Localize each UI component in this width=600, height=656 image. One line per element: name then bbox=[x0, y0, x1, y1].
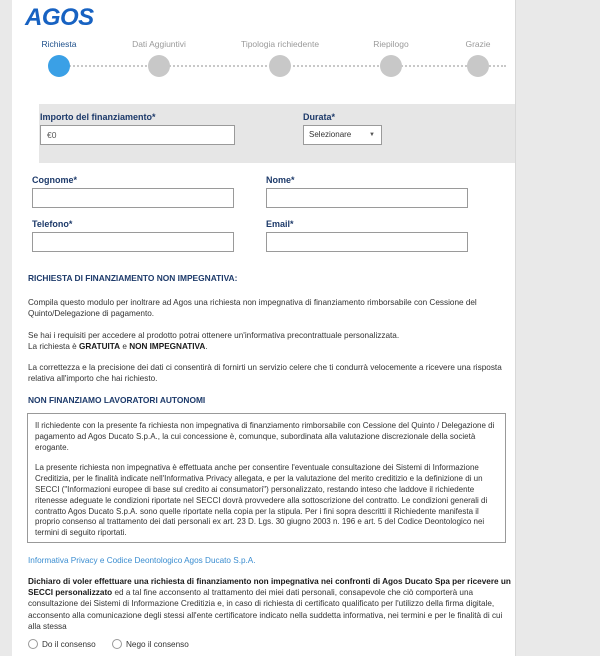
step-label: Tipologia richiedente bbox=[240, 39, 320, 49]
step-dot-active bbox=[48, 55, 70, 77]
consent-options bbox=[28, 639, 203, 649]
step-dot bbox=[148, 55, 170, 77]
info-p2-gratuita: GRATUITA bbox=[78, 342, 121, 352]
consent-yes-label: Do il consenso bbox=[42, 640, 96, 649]
step-dot bbox=[269, 55, 291, 77]
legal-terms-box[interactable] bbox=[27, 413, 506, 543]
consent-text-rest: ed a tal fine acconsento al trattamento dei miei dati personali, consapevole che ciò comporterà una consultazione dei Sistemi di Informazione Creditizia e, in caso di richiesta di certificato qualificato per l'utilizzo della firma digitale, acconsento alla comunicazione degli stessi all'ente certificatore indicato nella suddetta informativa, nei termini e per le finalità di cui alla stessa bbox=[28, 588, 503, 631]
nome-input[interactable] bbox=[266, 188, 468, 208]
info-p2-mid: e bbox=[120, 342, 130, 352]
durata-select[interactable] bbox=[303, 125, 382, 145]
privacy-link[interactable]: Informativa Privacy e Codice Deontologico Agos Ducato S.p.A. bbox=[28, 556, 256, 565]
step-label: Dati Aggiuntivi bbox=[132, 39, 186, 49]
step-label: Riepilogo bbox=[373, 39, 409, 49]
info-p2-prefix: La richiesta è bbox=[28, 342, 79, 352]
email-input[interactable] bbox=[266, 232, 468, 252]
consent-text-bold: Dichiaro di voler effettuare una richiesta di finanziamento non impegnativa nei confronti di Agos Ducato Spa per ricevere un SECCI personalizzato bbox=[28, 577, 511, 598]
legal-paragraph-2: La presente richiesta non impegnativa è effettuata anche per consentire l'eventuale consultazione dei Sistemi di Informazione Creditizia, per le finalità indicate nell'Informativa Privacy allegata, e per la valutazione del merito creditizio e la definizione di un SECCI ("Informazioni europee di base sul credito ai consumatori") personalizzato, restando inteso che laddove il richiedente ritenesse adeguate le condizioni riportate nel SECCI dovrà provvedere alla sottoscrizione del contratto. Le condizioni generali di contratto Agos Ducato S.p.A. sono quelle riportate nella copia per la stipula. Per i fini sopra descritti il Richiedente manifesta il proprio consenso al trattamento dei dati personali ex art. 23 D. Lgs. 30 giugno 2003 n. 196 e art. 5 del Codice Deontologico nei termini di seguito riportati. bbox=[35, 463, 488, 538]
consent-yes-option[interactable] bbox=[28, 639, 96, 649]
step-dot bbox=[467, 55, 489, 77]
consent-no-label: Nego il consenso bbox=[125, 640, 189, 649]
info-heading: RICHIESTA DI FINANZIAMENTO NON IMPEGNATIVA: bbox=[28, 273, 238, 283]
telefono-label: Telefono* bbox=[32, 219, 73, 229]
consent-text bbox=[28, 576, 516, 632]
info-paragraph-2 bbox=[28, 330, 516, 352]
agos-logo[interactable]: AGOS bbox=[25, 4, 94, 31]
autonomi-heading: NON FINANZIAMO LAVORATORI AUTONOMI bbox=[28, 395, 206, 405]
importo-label: Importo del finanziamento* bbox=[40, 112, 156, 122]
importo-input[interactable] bbox=[40, 125, 235, 145]
info-p2-line1: Se hai i requisiti per accedere al prodotto potrai ottenere un'informativa precontrattuale personalizzata. bbox=[28, 331, 400, 340]
radio-yes[interactable] bbox=[28, 639, 38, 649]
step-dot bbox=[380, 55, 402, 77]
durata-label: Durata* bbox=[303, 112, 336, 122]
info-p2-suffix: . bbox=[205, 342, 208, 352]
info-p2-non-impegnativa: NON IMPEGNATIVA bbox=[129, 342, 206, 352]
step-grazie bbox=[433, 38, 516, 77]
nome-label: Nome* bbox=[266, 175, 295, 185]
telefono-input[interactable] bbox=[32, 232, 234, 252]
form-page bbox=[12, 0, 516, 656]
progress-steps bbox=[12, 38, 516, 88]
durata-selected-value: Selezionare bbox=[309, 130, 352, 139]
chevron-down-icon: ▼ bbox=[369, 132, 375, 138]
info-paragraph-1: Compila questo modulo per inoltrare ad Agos una richiesta non impegnativa di finanziamento rimborsabile con Cessione del Quinto/Delegazione di pagamento. bbox=[28, 298, 477, 319]
step-label: Grazie bbox=[465, 39, 491, 49]
step-tipologia-richiedente bbox=[235, 38, 325, 77]
cognome-input[interactable] bbox=[32, 188, 234, 208]
step-richiesta bbox=[14, 38, 104, 77]
radio-no[interactable] bbox=[112, 639, 122, 649]
step-riepilogo bbox=[346, 38, 436, 77]
cognome-label: Cognome* bbox=[32, 175, 77, 185]
step-dati-aggiuntivi bbox=[114, 38, 204, 77]
step-label: Richiesta bbox=[41, 39, 77, 49]
legal-paragraph-1: Il richiedente con la presente fa richiesta non impegnativa di finanziamento rimborsabile con Cessione del Quinto / Delegazione di pagamento ad Agos Ducato S.p.A., la cui concessione è, comunque, subordinata alla valutazione discrezionale della società erogante. bbox=[35, 421, 495, 452]
info-paragraph-3: La correttezza e la precisione dei dati ci consentirà di fornirti un servizio celere che ti condurrà velocemente a ricevere una risposta relativa all'importo che hai richiesto. bbox=[28, 363, 502, 384]
email-label: Email* bbox=[266, 219, 294, 229]
consent-no-option[interactable] bbox=[112, 639, 189, 649]
